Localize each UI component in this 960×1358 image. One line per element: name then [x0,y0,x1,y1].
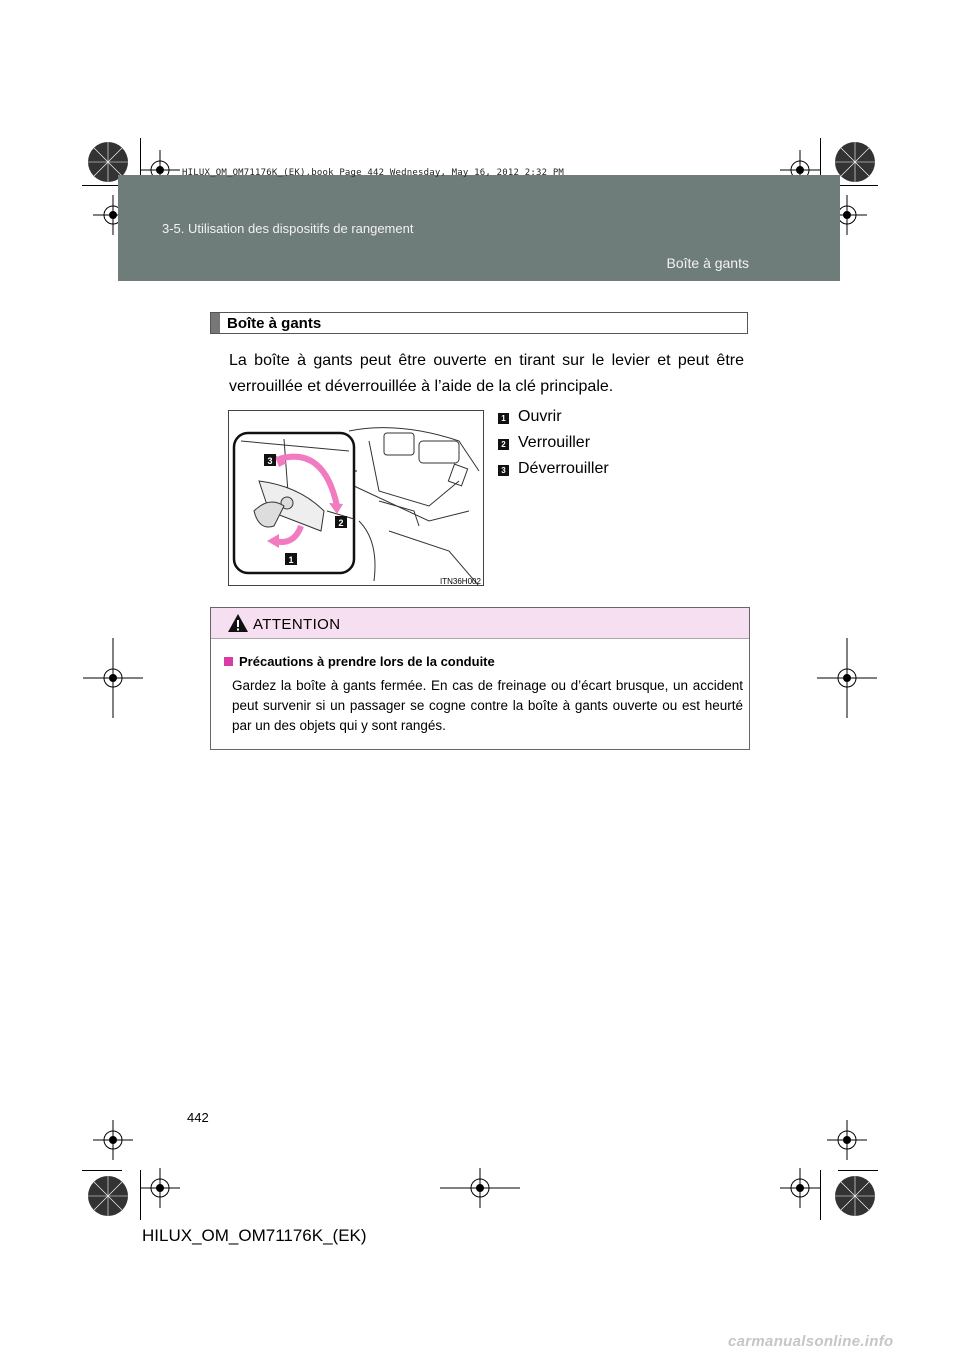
legend-number: 3 [498,465,509,476]
figure-callout-3-label: 3 [267,456,273,466]
warning-text: Gardez la boîte à gants fermée. En cas de freinage ou d’écart brusque, un accident peut survenir si un passager se cogne contre la boîte à gants ouverte ou est heurté par un des objets qui y sont rangés. [232,678,743,733]
warning-triangle-icon [228,614,248,632]
book-stamp: HILUX_OM_OM71176K_(EK).book Page 442 Wednesday, May 16, 2012 2:32 PM [182,168,565,178]
glovebox-figure [228,410,484,586]
warning-subtitle-text: Précautions à prendre lors de la conduite [239,654,495,669]
legend-number: 2 [498,439,509,450]
figure-code: ITN36H002 [440,577,481,586]
figure-callout-1-label: 1 [288,555,294,565]
warning-title: ATTENTION [253,616,341,633]
warning-header [211,608,749,639]
legend-label: Ouvrir [518,408,562,425]
section-heading [210,312,748,334]
legend-label: Verrouiller [518,434,591,451]
legend-label: Déverrouiller [518,460,609,477]
heading-bar [211,313,220,333]
watermark: carmanualsonline.info [728,1333,894,1350]
document-code: HILUX_OM_OM71176K_(EK) [142,1226,367,1245]
section-heading-text: Boîte à gants [227,315,322,332]
legend-number: 1 [498,413,509,424]
header-page-title: Boîte à gants [666,255,749,271]
warning-box [210,607,750,750]
header-section-title: 3-5. Utilisation des dispositifs de rangement [162,221,414,236]
figure-callout-2-label: 2 [338,518,344,528]
warning-subtitle [224,654,495,669]
bullet-square-icon [224,657,233,666]
intro-paragraph: La boîte à gants peut être ouverte en tirant sur le levier et peut être verrouillée et déverrouillée à l’aide de la clé principale. [229,352,744,395]
glovebox-illustration [229,411,484,586]
page-number: 442 [187,1110,209,1125]
